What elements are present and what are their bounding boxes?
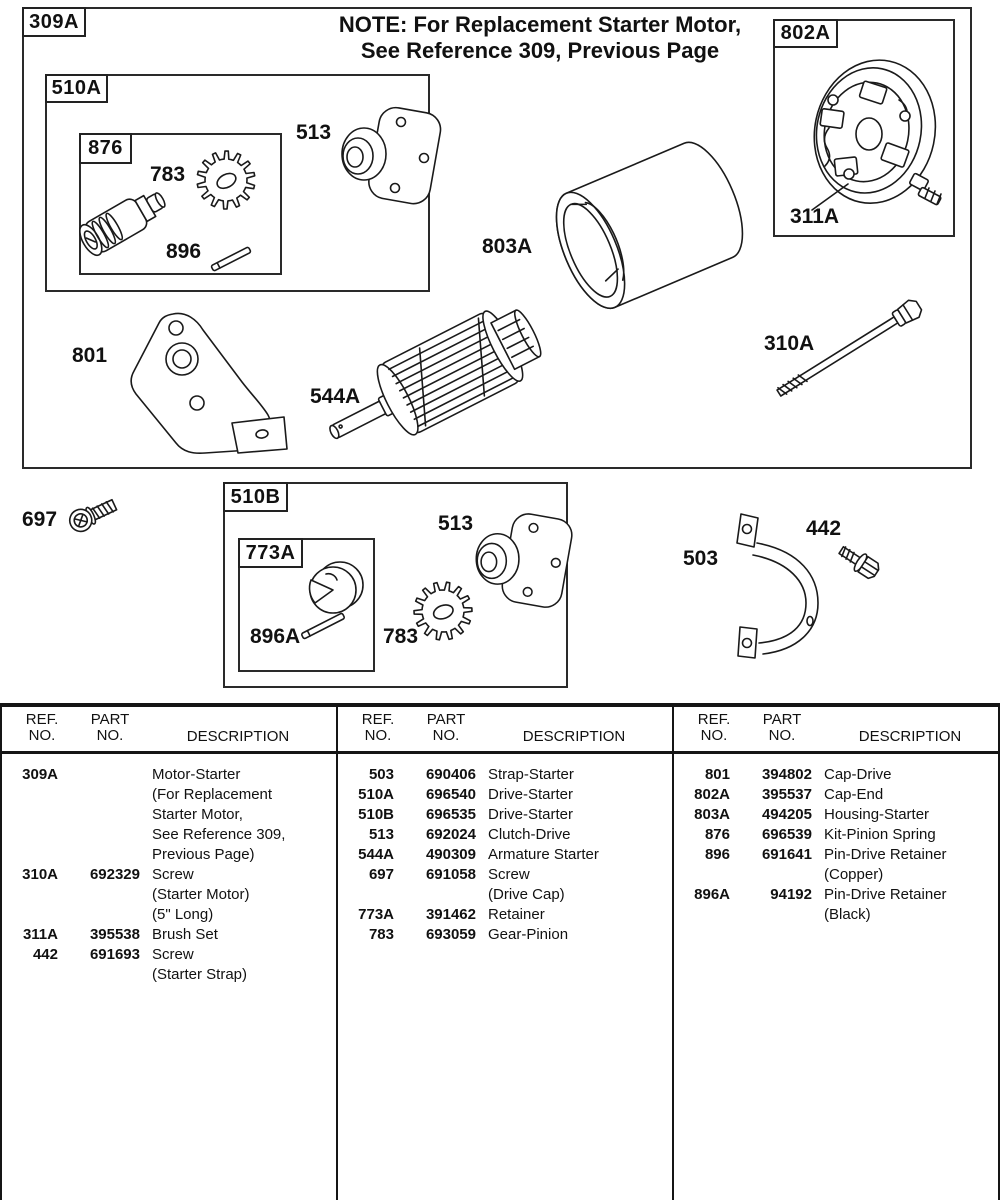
column-header-part-no <box>414 712 478 744</box>
table-row <box>674 865 1000 885</box>
cell-description: Drive-Starter <box>488 786 574 803</box>
table-row <box>338 905 672 925</box>
column-header-ref-no <box>350 712 406 744</box>
cell-description: Housing-Starter <box>824 806 930 823</box>
cell-description: (Copper) <box>824 866 884 883</box>
cell-part-no: 494205 <box>761 806 812 823</box>
cell-description: Screw <box>152 866 194 883</box>
table-row <box>338 805 672 825</box>
cell-ref-no: 510A <box>358 786 394 803</box>
cap-drive-bracket-drawing <box>131 313 287 453</box>
cell-description: Screw <box>152 946 194 963</box>
clutch-drive-drawing-upper <box>342 105 443 206</box>
table-row <box>674 765 1000 785</box>
table-row <box>338 865 672 885</box>
cell-description: Cap-Drive <box>824 766 892 783</box>
cell-description: Brush Set <box>152 926 218 943</box>
ref-label-783-lower: 783 <box>383 625 419 648</box>
cell-description: (For Replacement <box>152 786 273 803</box>
note-line1: NOTE: For Replacement Starter Motor, <box>338 12 742 37</box>
cell-ref-no: 310A <box>22 866 58 883</box>
cell-part-no: 690406 <box>425 766 476 783</box>
cell-description: Pin-Drive Retainer <box>824 886 947 903</box>
cell-part-no: 696539 <box>761 826 812 843</box>
cell-ref-no: 697 <box>368 866 394 883</box>
ref-label-896A: 896A <box>250 625 301 648</box>
cell-ref-no: 896A <box>694 886 730 903</box>
note-line2: See Reference 309, Previous Page <box>360 38 720 63</box>
header-ref: REF. <box>697 711 731 728</box>
ref-label-697: 697 <box>22 508 58 531</box>
box-label-510B: 510B <box>223 482 288 512</box>
cell-description: Retainer <box>488 906 545 923</box>
cell-description: Kit-Pinion Spring <box>824 826 936 843</box>
cell-description: Drive-Starter <box>488 806 574 823</box>
header-no: NO. <box>432 727 460 744</box>
column-header-ref-no <box>686 712 742 744</box>
table-row <box>2 905 336 925</box>
cell-description: (Starter Strap) <box>152 966 248 983</box>
ref-label-544A: 544A <box>310 385 361 408</box>
header-no: NO. <box>364 727 392 744</box>
column-header-part-no <box>750 712 814 744</box>
cell-description: Screw <box>488 866 530 883</box>
header-ref: REF. <box>25 711 59 728</box>
ref-label-783-upper: 783 <box>150 163 186 186</box>
table-row <box>2 925 336 945</box>
ref-label-801: 801 <box>72 344 108 367</box>
table-row <box>2 785 336 805</box>
cell-description: Gear-Pinion <box>488 926 569 943</box>
screw-drawing-442 <box>836 542 882 582</box>
table-row <box>2 805 336 825</box>
note-text <box>300 12 780 64</box>
table-row <box>674 905 1000 925</box>
table-row <box>674 785 1000 805</box>
cell-ref-no: 311A <box>22 926 58 943</box>
parts-table-section-3 <box>674 707 1000 1200</box>
cell-description: (5" Long) <box>152 906 214 923</box>
header-no: NO. <box>768 727 796 744</box>
column-header-ref-no <box>14 712 70 744</box>
header-part: PART <box>762 711 802 728</box>
table-row <box>2 765 336 785</box>
retainer-drawing <box>310 562 363 613</box>
cell-ref-no: 309A <box>22 766 58 783</box>
box-label-802A: 802A <box>773 19 838 48</box>
table-row <box>2 965 336 985</box>
cell-ref-no: 510B <box>358 806 394 823</box>
cell-ref-no: 896 <box>704 846 730 863</box>
table-rows-column-1 <box>2 765 336 985</box>
cell-part-no: 692024 <box>425 826 476 843</box>
table-row <box>338 885 672 905</box>
table-rows-column-3 <box>674 765 1000 925</box>
housing-starter-drawing <box>542 133 756 317</box>
cell-description: Pin-Drive Retainer <box>824 846 947 863</box>
table-row <box>2 885 336 905</box>
cell-ref-no: 802A <box>694 786 730 803</box>
cell-part-no: 691693 <box>89 946 140 963</box>
header-no: NO. <box>28 727 56 744</box>
cell-ref-no: 442 <box>32 946 58 963</box>
cell-ref-no: 803A <box>694 806 730 823</box>
gear-pinion-drawing-lower <box>410 578 476 644</box>
cell-part-no: 691058 <box>425 866 476 883</box>
ref-label-803A: 803A <box>482 235 533 258</box>
cell-part-no: 693059 <box>425 926 476 943</box>
clutch-drive-drawing-lower <box>476 511 574 609</box>
cell-description: (Drive Cap) <box>488 886 565 903</box>
ref-label-513-lower: 513 <box>438 512 474 535</box>
ref-label-513-upper: 513 <box>296 121 332 144</box>
cell-description: (Starter Motor) <box>152 886 250 903</box>
cell-ref-no: 513 <box>368 826 394 843</box>
column-header-description: DESCRIPTION <box>522 728 626 745</box>
cell-ref-no: 783 <box>368 926 394 943</box>
cell-description: Cap-End <box>824 786 884 803</box>
cell-part-no: 692329 <box>89 866 140 883</box>
cell-ref-no: 801 <box>704 766 730 783</box>
column-header-description: DESCRIPTION <box>858 728 962 745</box>
armature-drawing <box>314 296 551 468</box>
box-label-309A: 309A <box>22 7 86 37</box>
ref-label-896-upper: 896 <box>166 240 202 263</box>
ref-label-310A: 310A <box>764 332 815 355</box>
table-row <box>2 865 336 885</box>
cell-description: Clutch-Drive <box>488 826 571 843</box>
drive-pin-drawing-upper <box>211 247 251 271</box>
header-part: PART <box>426 711 466 728</box>
table-row <box>338 785 672 805</box>
cell-description: Motor-Starter <box>152 766 241 783</box>
table-row <box>338 765 672 785</box>
cell-description: Strap-Starter <box>488 766 574 783</box>
header-no: NO. <box>700 727 728 744</box>
screw-drawing-697 <box>66 495 119 535</box>
column-header-part-no <box>78 712 142 744</box>
cell-part-no: 490309 <box>425 846 476 863</box>
cell-part-no: 696540 <box>425 786 476 803</box>
cell-description: Starter Motor, <box>152 806 243 823</box>
cell-part-no: 696535 <box>425 806 476 823</box>
cell-part-no: 394802 <box>761 766 812 783</box>
drive-pin-drawing-lower <box>301 613 345 639</box>
table-header-divider <box>2 751 998 754</box>
cell-part-no: 94192 <box>770 886 812 903</box>
cell-ref-no: 773A <box>358 906 394 923</box>
pinion-spring-drive-drawing <box>75 184 171 259</box>
parts-table-section-2 <box>338 707 674 1200</box>
cell-part-no: 395537 <box>761 786 812 803</box>
table-row <box>2 825 336 845</box>
cell-part-no: 395538 <box>89 926 140 943</box>
cell-part-no: 391462 <box>425 906 476 923</box>
table-row <box>2 845 336 865</box>
cell-ref-no: 876 <box>704 826 730 843</box>
cell-part-no: 691641 <box>761 846 812 863</box>
box-label-510A: 510A <box>45 74 108 103</box>
table-row <box>674 845 1000 865</box>
table-row <box>674 885 1000 905</box>
header-no: NO. <box>96 727 124 744</box>
table-row <box>674 825 1000 845</box>
parts-table <box>0 703 1000 1200</box>
cell-description: (Black) <box>824 906 871 923</box>
box-label-876: 876 <box>79 133 132 164</box>
table-row <box>338 845 672 865</box>
cell-ref-no: 503 <box>368 766 394 783</box>
ref-label-503: 503 <box>683 547 719 570</box>
table-row <box>338 825 672 845</box>
cell-description: See Reference 309, <box>152 826 286 843</box>
cell-description: Armature Starter <box>488 846 599 863</box>
box-label-773A: 773A <box>238 538 303 568</box>
table-row <box>338 925 672 945</box>
ref-label-442: 442 <box>806 517 842 540</box>
cell-ref-no: 544A <box>358 846 394 863</box>
column-header-description: DESCRIPTION <box>186 728 290 745</box>
cell-description: Previous Page) <box>152 846 255 863</box>
table-row <box>2 945 336 965</box>
table-rows-column-2 <box>338 765 672 945</box>
ref-label-311A: 311A <box>790 205 840 228</box>
header-ref: REF. <box>361 711 395 728</box>
table-row <box>674 805 1000 825</box>
gear-pinion-drawing-upper <box>197 151 254 209</box>
header-part: PART <box>90 711 130 728</box>
end-cap-drawing <box>801 49 948 215</box>
parts-table-section-1 <box>2 707 338 1200</box>
